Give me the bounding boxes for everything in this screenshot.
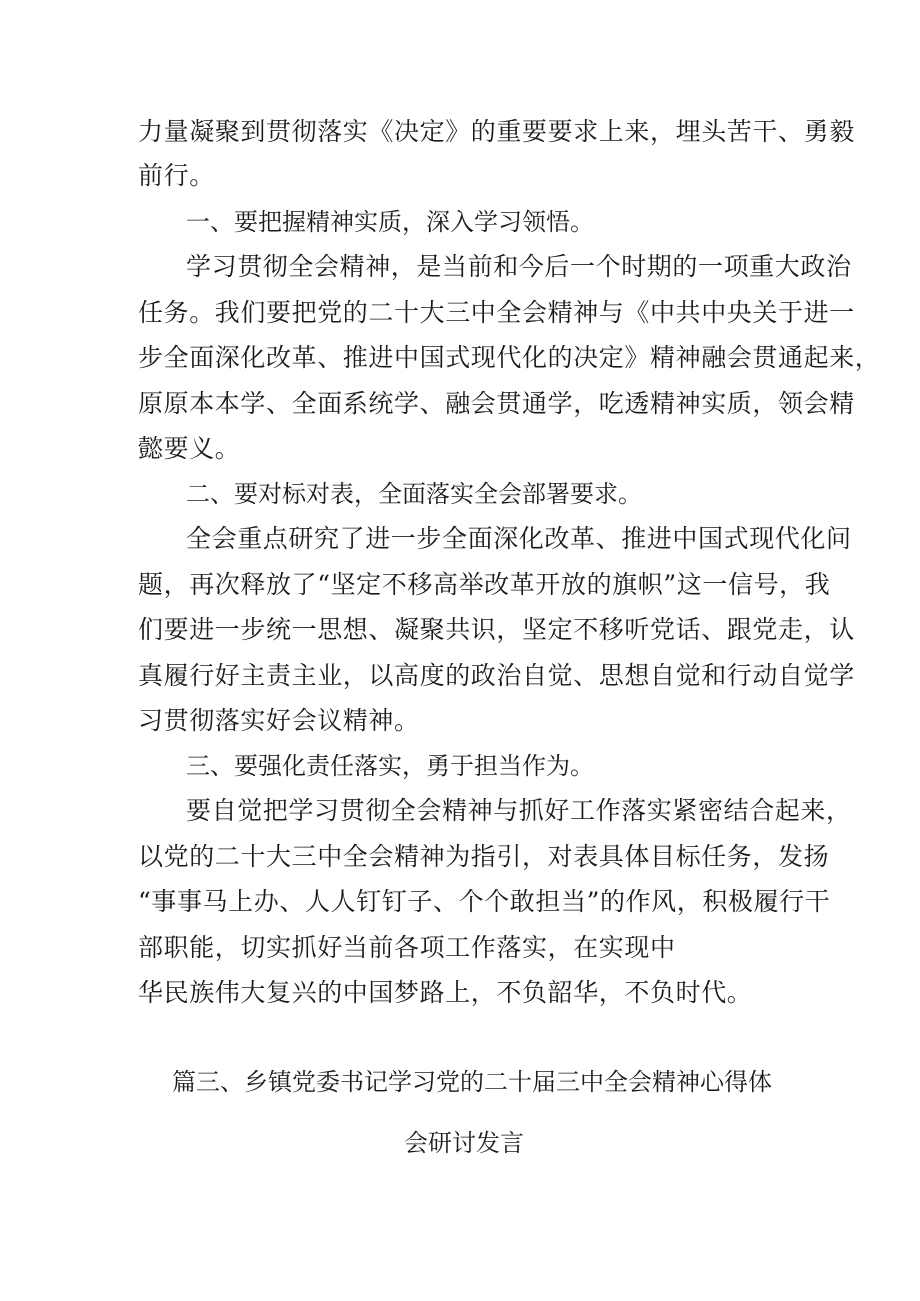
section-1-line-1: 学习贯彻全会精神，是当前和今后一个时期的一项重大政治	[186, 252, 852, 281]
section-3-line-2: 以党的二十大三中全会精神为指引，对表具体目标任务，发扬	[138, 842, 830, 871]
section-1-line-4: 原原本本学、全面系统学、融会贯通学，吃透精神实质，领会精	[138, 389, 855, 418]
section-2-line-4: 真履行好主责主业，以高度的政治自觉、思想自觉和行动自觉学	[138, 661, 855, 690]
section-3-line-3: “事事马上办、人人钉钉子、个个敢担当”的作风，积极履行干	[138, 887, 831, 916]
section-3-line-4: 部职能，切实抓好当前各项工作落实，在实现中	[138, 933, 676, 962]
section-2-heading: 二、要对标对表，全面落实全会部署要求。	[186, 480, 642, 508]
section-3-line-1: 要自觉把学习贯彻全会精神与抓好工作落实紧密结合起来，	[186, 796, 852, 825]
section-1-line-5: 懿要义。	[138, 434, 241, 463]
next-title-line-1: 篇三、乡镇党委书记学习党的二十届三中全会精神心得体	[172, 1068, 772, 1096]
section-3-heading: 三、要强化责任落实，勇于担当作为。	[186, 752, 594, 780]
section-2-line-5: 习贯彻落实好会议精神。	[138, 706, 420, 735]
intro-line-1: 力量凝聚到贯彻落实《决定》的重要要求上来，埋头苦干、勇毅	[138, 117, 855, 146]
next-title-line-2: 会研讨发言	[404, 1129, 524, 1157]
section-2-line-2: 题，再次释放了“坚定不移高举改革开放的旗帜”这一信号，我	[138, 570, 831, 599]
section-3-line-5: 华民族伟大复兴的中国梦路上，不负韶华，不负时代。	[138, 978, 753, 1007]
section-2-line-3: 们要进一步统一思想、凝聚共识，坚定不移听党话、跟党走，认	[138, 615, 855, 644]
section-1-line-3: 步全面深化改革、推进中国式现代化的决定》精神融会贯通起来，	[138, 343, 881, 372]
intro-line-2: 前行。	[138, 161, 215, 190]
section-1-heading: 一、要把握精神实质，深入学习领悟。	[186, 208, 594, 236]
section-2-line-1: 全会重点研究了进一步全面深化改革、推进中国式现代化问	[186, 524, 852, 553]
section-1-line-2: 任务。我们要把党的二十大三中全会精神与《中共中央关于进一	[138, 298, 855, 327]
